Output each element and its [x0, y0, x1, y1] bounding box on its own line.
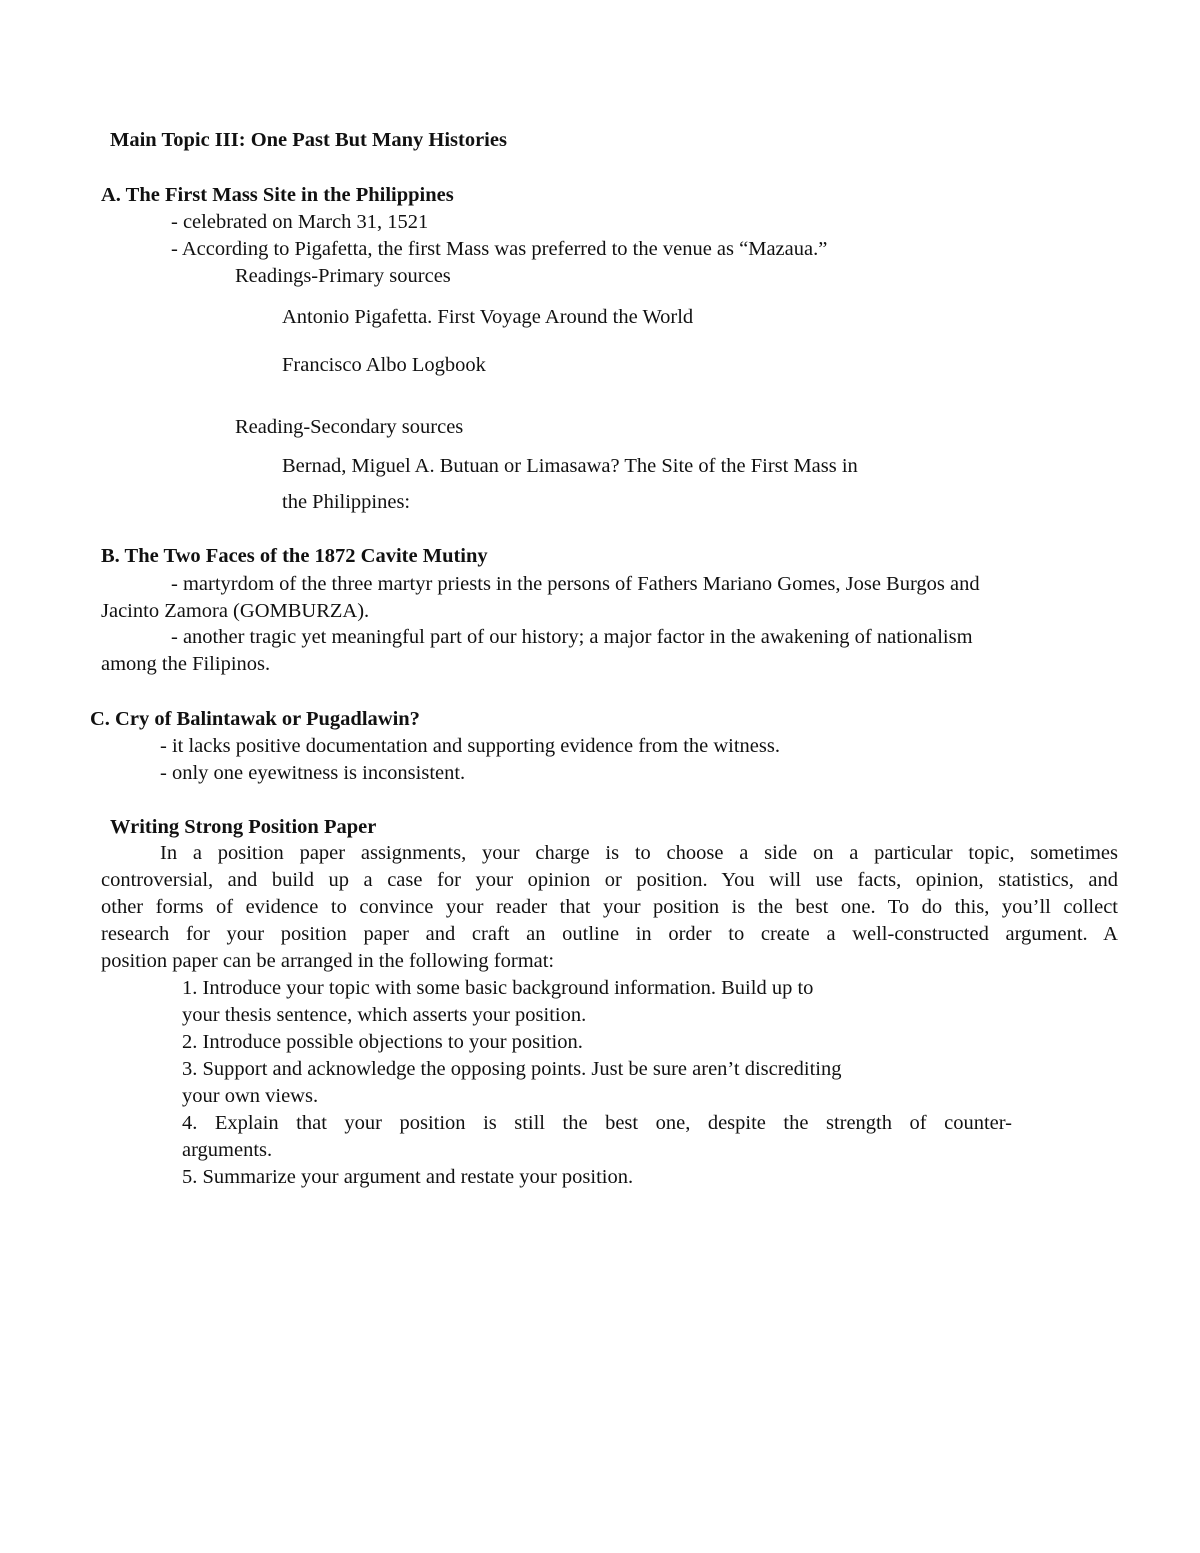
section-c-bullet: - only one eyewitness is inconsistent.	[160, 762, 466, 784]
primary-source-item: Antonio Pigafetta. First Voyage Around the World	[282, 306, 694, 328]
section-c-heading: C. Cry of Balintawak or Pugadlawin?	[90, 708, 420, 730]
format-list-item: 5. Summarize your argument and restate your position.	[182, 1166, 634, 1188]
format-list-item: 4. Explain that your position is still the best one, despite the strength of counter-	[182, 1112, 1012, 1134]
format-list-item-continued: arguments.	[182, 1139, 273, 1161]
paragraph-line: research for your position paper and craft an outline in order to create a well-constructed argument. A	[101, 923, 1118, 945]
main-title: Main Topic III: One Past But Many Histories	[110, 129, 507, 151]
paragraph-line: position paper can be arranged in the following format:	[101, 950, 555, 972]
secondary-sources-label: Reading-Secondary sources	[235, 416, 464, 438]
format-list-item: 1. Introduce your topic with some basic background information. Build up to	[182, 977, 814, 999]
section-a-bullet: - celebrated on March 31, 1521	[171, 211, 429, 233]
format-list-item-continued: your own views.	[182, 1085, 319, 1107]
section-c-bullet: - it lacks positive documentation and supporting evidence from the witness.	[160, 735, 780, 757]
secondary-source-item: Bernad, Miguel A. Butuan or Limasawa? The Site of the First Mass in	[282, 455, 858, 477]
format-list-item: 2. Introduce possible objections to your position.	[182, 1031, 583, 1053]
section-b-bullet: - martyrdom of the three martyr priests in the persons of Fathers Mariano Gomes, Jose Burgos and	[171, 573, 980, 595]
section-a-bullet: - According to Pigafetta, the first Mass was preferred to the venue as “Mazaua.”	[171, 238, 828, 260]
primary-sources-label: Readings-Primary sources	[235, 265, 451, 287]
writing-heading: Writing Strong Position Paper	[110, 816, 377, 838]
section-b-bullet: - another tragic yet meaningful part of our history; a major factor in the awakening of nationalism	[171, 626, 973, 648]
format-list-item-continued: your thesis sentence, which asserts your position.	[182, 1004, 587, 1026]
primary-source-item: Francisco Albo Logbook	[282, 354, 486, 376]
section-b-heading: B. The Two Faces of the 1872 Cavite Mutiny	[101, 545, 488, 567]
section-a-heading: A. The First Mass Site in the Philippines	[101, 184, 454, 206]
section-b-bullet-continued: Jacinto Zamora (GOMBURZA).	[101, 600, 370, 622]
format-list-item: 3. Support and acknowledge the opposing points. Just be sure aren’t discrediting	[182, 1058, 842, 1080]
paragraph-line: controversial, and build up a case for your opinion or position. You will use facts, opinion, statistics, and	[101, 869, 1118, 891]
paragraph-line: In a position paper assignments, your charge is to choose a side on a particular topic, sometimes	[160, 842, 1118, 864]
secondary-source-item-continued: the Philippines:	[282, 491, 411, 513]
paragraph-line: other forms of evidence to convince your reader that your position is the best one. To do this, you’ll collect	[101, 896, 1118, 918]
section-b-bullet-continued: among the Filipinos.	[101, 653, 271, 675]
